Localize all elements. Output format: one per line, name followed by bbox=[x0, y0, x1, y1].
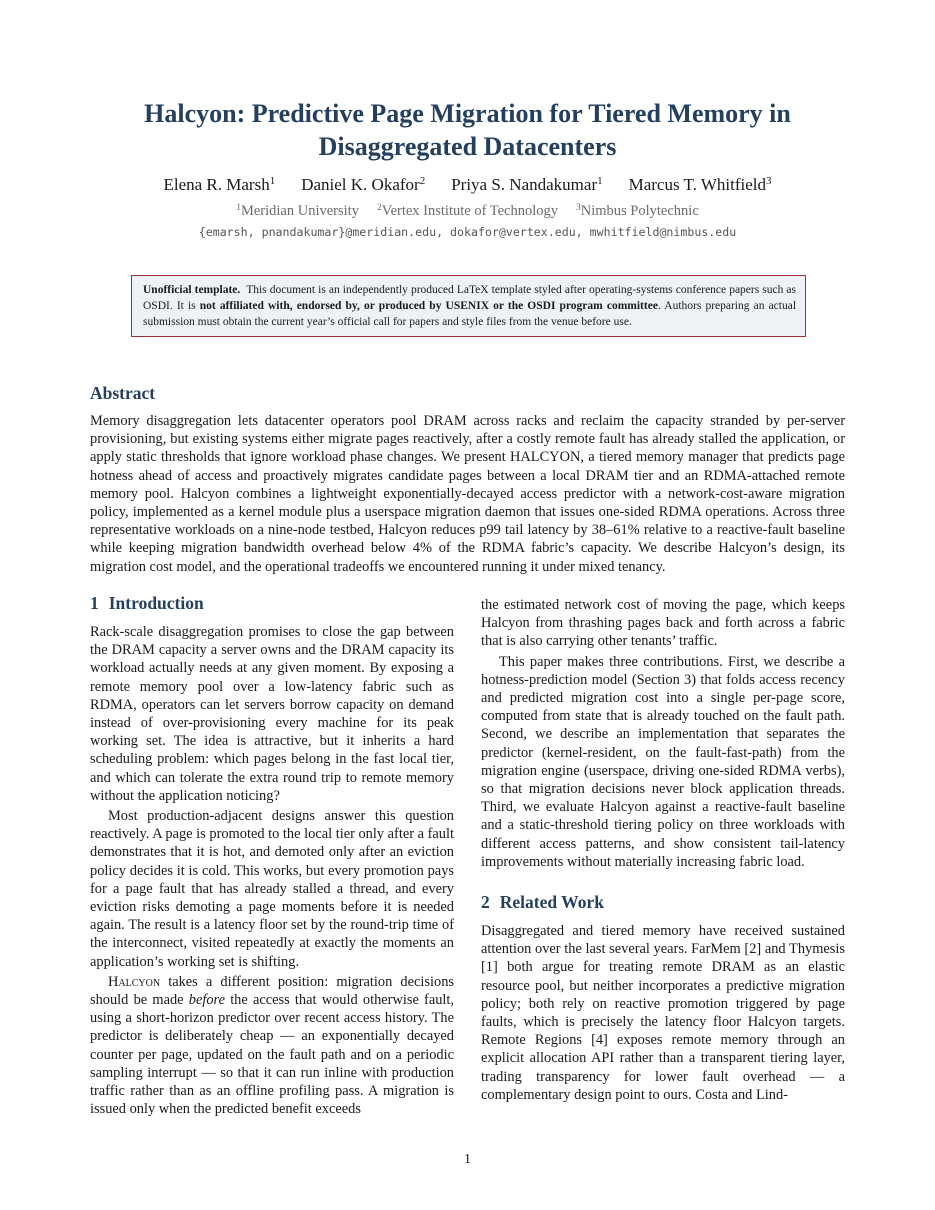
paper-title: Halcyon: Predictive Page Migration for Tiered Memory in Disaggregated Datacenters bbox=[144, 99, 791, 161]
affiliation: $^1$Meridian University bbox=[236, 203, 359, 219]
author-list bbox=[60, 174, 875, 196]
author: Elena R. Marsh$^1$ bbox=[163, 175, 276, 194]
paragraph: Disaggregated and tiered memory have received sustained attention over the last several years. FarMem [2] and Thymesis [1] both argue for treating remote DRAM as an elastic resource pool, but neither incorporates a predictive migration policy; both rely on reactive promotion triggered by page faults, which is precisely the latency floor Halcyon targets. Remote Regions [4] exposes remote memory through an explicit allocation API rather than a transparent tiering layer, trading transparency for lower fault overhead — a complementary design point to ours. Costa and Lind- bbox=[481, 923, 845, 1103]
page-number: 1 bbox=[464, 1152, 471, 1167]
paragraph: This paper makes three contributions. First, we describe a hotness-prediction model (Section 3) that folds access recency and predicted migration cost into a single per-page score, computed from state that is already touched on the fault path. Second, we describe an implementation that separates the predictor (kernel-resident, on the fault-fast-path) from the migration engine (userspace, driving one-sided RDMA verbs), so that migration decisions never block application threads. Third, we evaluate Halcyon against a reactive-fault baseline and a static-threshold tiering policy on three workloads with different access patterns, and show consistent tail-latency improvements without materially increasing fabric load. bbox=[481, 653, 845, 870]
disclaimer-bold: not affiliated with, endorsed by, or produced by USENIX or the OSDI program committee bbox=[199, 300, 658, 313]
paragraph: Most production-adjacent designs answer this question reactively. A page is promoted to the local tier only after a fault demonstrates that it is hot, and demoted only after an eviction policy decides it is cold. This works, but every promotion pays for a page fault that has already stalled a thread, and every eviction risks demoting a page moments before it is needed again. The result is a latency floor set by the round-trip time of the interconnect, visited repeatedly at exactly the moments an application’s working set is shifting. bbox=[90, 808, 454, 970]
disclaimer-lead: Unofficial template. bbox=[143, 284, 241, 296]
abstract-heading: Abstract bbox=[90, 383, 156, 403]
affiliation-list bbox=[60, 202, 875, 220]
disclaimer-text-end: . Authors preparing an actual submission must obtain the current year’s official call for papers and style files from the venue before use. bbox=[143, 300, 797, 329]
abstract-text: Memory disaggregation lets datacenter operators pool DRAM across racks and reclaim the capacity stranded by per-server provisioning, but existing systems either migrate pages reactively, after a costly remote fault has already stalled the application, or apply static thresholds that ignore workload phase changes. We present HALCYON, a tiered memory manager that predicts page hotness ahead of access and proactively migrates candidate pages between a local DRAM tier and an RDMA-attached remote memory pool. Halcyon combines a lightweight exponentially-decayed access predictor with a network-cost-aware migration policy, implemented as a kernel module plus a userspace migration daemon that issues one-sided RDMA operations. Across three representative workloads on a nine-node testbed, Halcyon reduces p99 tail latency by 38–61% relative to a reactive-fault baseline while keeping migration bandwidth overhead below 4% of the RDMA fabric’s capacity. We describe Halcyon’s design, its migration cost model, and the operational tradeoffs we encountered running it under mixed tenancy. bbox=[90, 413, 845, 575]
system-name: Halcyon bbox=[108, 973, 161, 990]
disclaimer-box bbox=[131, 275, 806, 337]
left-column bbox=[90, 592, 454, 1118]
author: Marcus T. Whitfield$^3$ bbox=[628, 175, 772, 194]
author: Daniel K. Okafor$^2$ bbox=[301, 175, 426, 194]
paragraph: Rack-scale disaggregation promises to close the gap between the DRAM capacity a server owns and the DRAM capacity its workload actually needs at any given moment. By exposing a remote memory pool over a low-latency fabric such as RDMA, operators can let servers borrow capacity on demand instead of over-provisioning every machine for its peak working set. The idea is attractive, but it inherits a hard scheduling problem: which pages belong in the fast local tier, and which can tolerate the extra round trip to remote memory without the application noticing? bbox=[90, 624, 454, 804]
section-heading-related-work: 2 Related Work bbox=[481, 892, 604, 913]
right-column bbox=[481, 596, 845, 1104]
paragraph: Halcyon takes a different position: migration decisions should be made before the access that would otherwise fault, using a short-horizon predictor over recent access history. The predictor is deliberately cheap — an exponentially decayed counter per page, updated on the fault path and on a periodic sampling interrupt — so that it can run inline with production traffic rather than as an offline profiling pass. A migration is issued only when the predicted benefit exceeds bbox=[90, 973, 455, 1118]
affiliation: $^3$Nimbus Polytechnic bbox=[576, 203, 699, 219]
affiliation: $^2$Vertex Institute of Technology bbox=[376, 203, 559, 219]
paragraph-continued: the estimated network cost of moving the page, which keeps Halcyon from thrashing pages back and forth across a fabric that is also carrying other tenants’ traffic. bbox=[481, 597, 845, 650]
section-heading-introduction: 1 Introduction bbox=[90, 593, 204, 613]
disclaimer-text: This document is an independently produced LaTeX template styled after operating-systems conference papers such as OSDI. It is bbox=[143, 284, 796, 313]
author: Priya S. Nandakumar$^1$ bbox=[451, 175, 603, 194]
author-emails: {emarsh, pnandakumar}@meridian.edu, dokafor@vertex.edu, mwhitfield@nimbus.edu bbox=[198, 225, 737, 239]
